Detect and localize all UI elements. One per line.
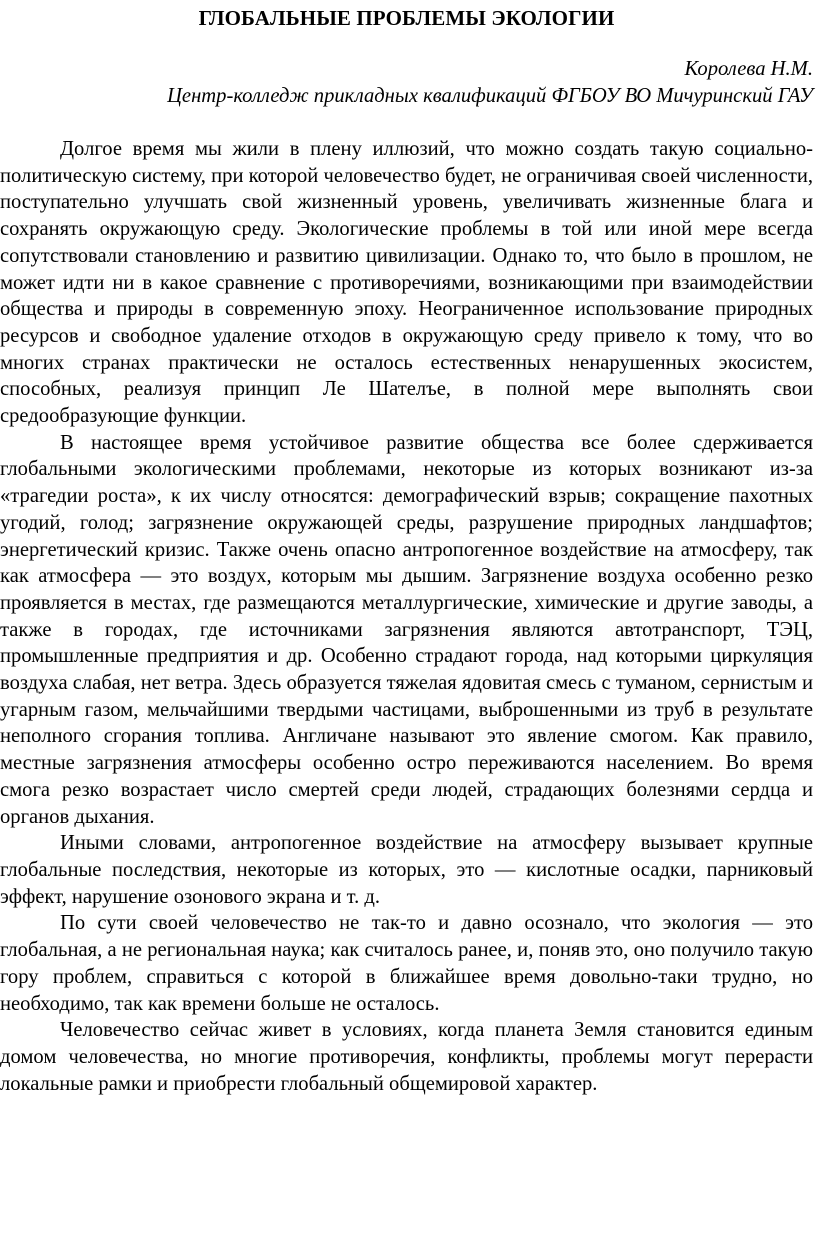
author-affiliation: Центр-колледж прикладных квалификаций ФГБОУ ВО Мичуринский ГАУ [167,85,813,107]
paragraph: Долгое время мы жили в плену иллюзий, что можно создать такую социально-политическую систему, при которой человечество будет, не ограничивая своей численности, поступательно улучшать свой жизненный уровень, увеличивать жизненные блага и сохранять окружающую среду. Экологические проблемы в той или иной мере всегда сопутствовали становлению и развитию цивилизации. Однако то, что было в прошлом, не может идти ни в какое сравнение с противоречиями, возникающими при взаимодействии общества и природы в современную эпоху. Неограниченное использование природных ресурсов и свободное удаление отходов в окружающую среду привело к тому, что во многих странах практически не осталось естественных ненарушенных экосистем, способных, реализуя принцип Ле Шателъе, в полной мере выполнять свои средообразующие функции. [0,138,813,428]
paragraph: В настоящее время устойчивое развитие общества все более сдерживается глобальными экологическими проблемами, некоторые из которых возникают из-за «трагедии роста», к их числу относятся: демографический взрыв; сокращение пахотных угодий, голод; загрязнение окружающей среды, разрушение природных ландшафтов; энергетический кризис. Также очень опасно антропогенное воздействие на атмосферу, так как атмосфера — это воздух, которым мы дышим. Загрязнение воздуха особенно резко проявляется в местах, где размещаются металлургические, химические и другие заводы, а также в городах, где источниками загрязнения являются автотранспорт, ТЭЦ, промышленные предприятия и др. Особенно страдают города, над которыми циркуляция воздуха слабая, нет ветра. Здесь образуется тяжелая ядовитая смесь с туманом, сернистым и угарным газом, мельчайшими твердыми частицами, выброшенными из труб в результате неполного сгорания топлива. Англичане называют это явление смогом. Как правило, местные загрязнения атмосферы особенно остро переживаются населением. Во время смога резко возрастает число смертей среди людей, страдающих болезнями сердца и органов дыхания. [0,431,813,828]
document-title: ГЛОБАЛЬНЫЕ ПРОБЛЕМЫ ЭКОЛОГИИ [198,6,615,30]
paragraph: По сути своей человечество не так-то и давно осознало, что экология — это глобальная, а не региональная наука; как считалось ранее, и, поняв это, оно получило такую гору проблем, справиться с которой в ближайшее время довольно-таки трудно, но необходимо, так как времени больше не осталось. [0,912,813,1015]
paragraph: Иными словами, антропогенное воздействие на атмосферу вызывает крупные глобальные последствия, некоторые из которых, это — кислотные осадки, парниковый эффект, нарушение озонового экрана и т. д. [0,832,813,908]
paragraph: Человечество сейчас живет в условиях, когда планета Земля становится единым домом человечества, но многие противоречия, конфликты, проблемы могут перерасти локальные рамки и приобрести глобальный общемировой характер. [0,1019,813,1095]
author-name: Королева Н.М. [684,58,813,80]
document-body [0,136,813,1097]
